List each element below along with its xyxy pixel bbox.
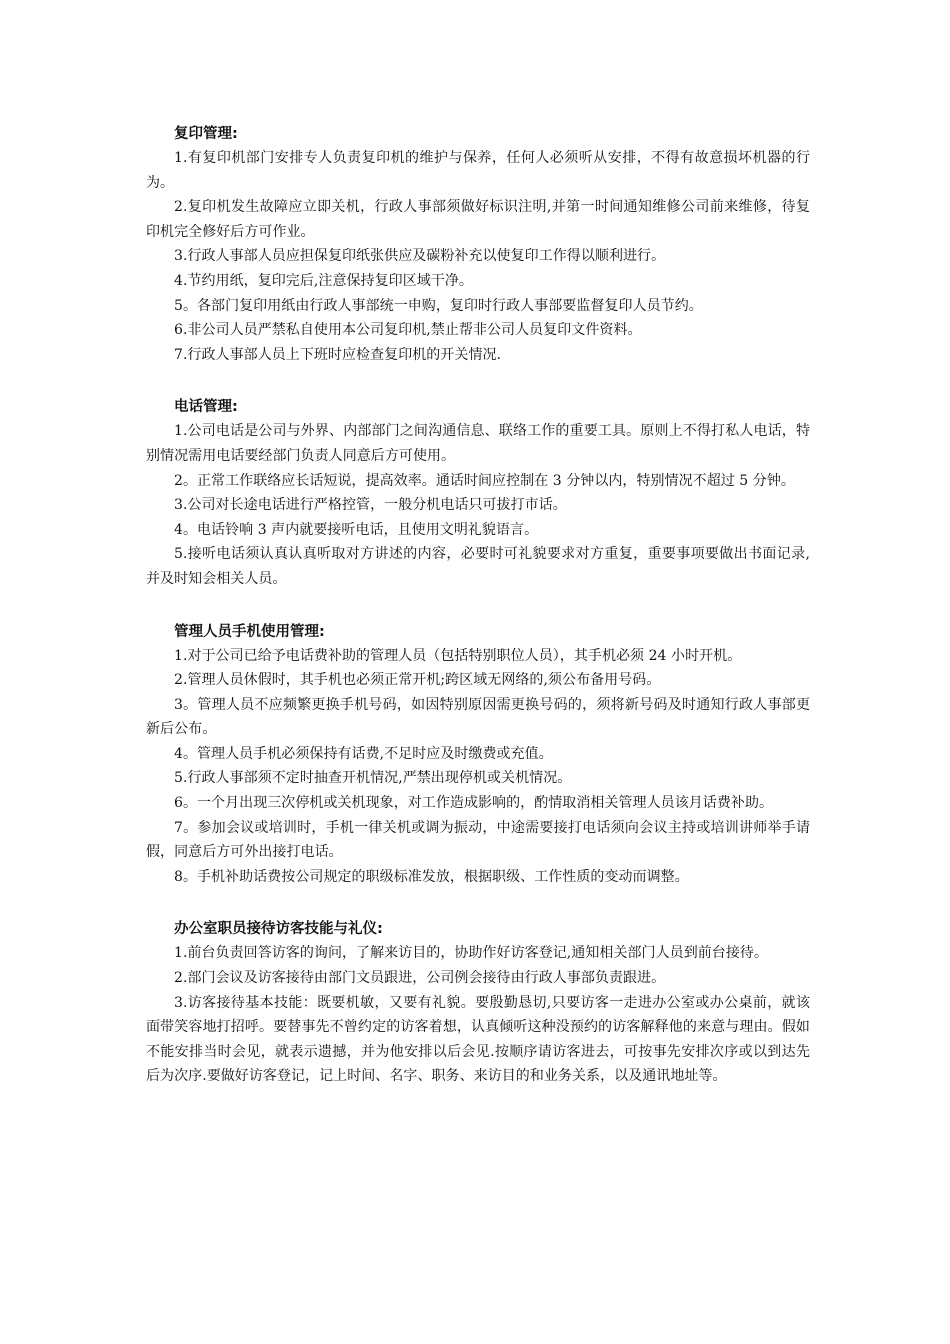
list-item: 2。正常工作联络应长话短说，提高效率。通话时间应控制在 3 分钟以内，特别情况不超过 5 分钟。 [174,472,795,489]
section-visitor-reception [146,917,810,1089]
list-item: 4。电话铃响 3 声内就要接听电话，且使用文明礼貌语言。 [174,521,539,538]
list-item: 4。管理人员手机必须保持有话费,不足时应及时缴费或充值。 [174,745,553,762]
list-item: 4.节约用纸，复印完后,注意保持复印区域干净。 [174,272,473,289]
list-item: 2.部门会议及访客接待由部门文员跟进，公司例会接待由行政人事部负责跟进。 [174,970,666,987]
list-item: 3.行政人事部人员应担保复印纸张供应及碳粉补充以使复印工作得以顺利进行。 [174,248,666,265]
list-item: 5。各部门复印用纸由行政人事部统一申购，复印时行政人事部要监督复印人员节约。 [174,297,703,314]
section-copier-management [146,122,810,367]
list-item: 7.行政人事部人员上下班时应检查复印机的开关情况. [174,346,502,363]
document-page [146,122,810,1117]
section-title: 电话管理: [174,399,238,416]
list-item: 1.对于公司已给予电话费补助的管理人员（包括特别职位人员），其手机必须 24 小时开机。 [174,647,742,664]
section-title: 复印管理: [174,126,238,142]
section-phone-management [146,395,810,591]
list-item: 3。管理人员不应频繁更换手机号码，如因特别原因需更换号码的，须将新号码及时通知行政人事部更新后公布。 [146,696,810,738]
section-mobile-management [146,620,810,890]
list-item: 3.访客接待基本技能：既要机敏，又要有礼貌。要殷勤恳切,只要访客一走进办公室或办公桌前，就该面带笑容地打招呼。要替事先不曾约定的访客着想，认真倾听这种没预约的访客解释他的来意与理由。假如不能安排当时会见，就表示遗撼，并为他安排以后会见.按顺序请访客进去，可按事先安排次序或以到达先后为次序.要做好访客登记，记上时间、名字、职务、来访目的和业务关系，以及通讯地址等。 [146,994,810,1085]
list-item: 6。一个月出现三次停机或关机现象，对工作造成影响的，酌情取消相关管理人员该月话费补助。 [174,795,774,812]
list-item: 1.公司电话是公司与外界、内部部门之间沟通信息、联络工作的重要工具。原则上不得打私人电话，特别情况需用电话要经部门负责人同意后方可使用。 [146,423,810,464]
section-title: 管理人员手机使用管理: [174,623,325,640]
list-item: 6.非公司人员严禁私自使用本公司复印机,禁止帮非公司人员复印文件资料。 [174,322,642,339]
section-title: 办公室职员接待访客技能与礼仪: [174,921,383,938]
list-item: 2.复印机发生故障应立即关机，行政人事部须做好标识注明,并第一时间通知维修公司前来维修，待复印机完全修好后方可作业。 [146,199,810,240]
list-item: 3.公司对长途电话进行严格控管，一般分机电话只可拔打市话。 [174,497,567,514]
list-item: 5.行政人事部须不定时抽查开机情况,严禁出现停机或关机情况。 [174,770,572,787]
list-item: 7。参加会议或培训时，手机一律关机或调为振动，中途需要接打电话须向会议主持或培训讲师举手请假，同意后方可外出接打电话。 [146,819,810,861]
list-item: 2.管理人员休假时，其手机也必须正常开机;跨区域无网络的,须公布备用号码。 [174,672,661,689]
list-item: 8。手机补助话费按公司规定的职级标准发放，根据职级、工作性质的变动而调整。 [174,868,689,885]
list-item: 1.前台负责回答访客的询问，了解来访目的，协助作好访客登记,通知相关部门人员到前台接待。 [174,945,769,962]
list-item: 1.有复印机部门安排专人负责复印机的维护与保养，任何人必须听从安排，不得有故意损坏机器的行为。 [146,150,810,191]
list-item: 5.接听电话须认真认真听取对方讲述的内容，必要时可礼貌要求对方重复，重要事项要做出书面记录,并及时知会相关人员。 [146,546,810,587]
